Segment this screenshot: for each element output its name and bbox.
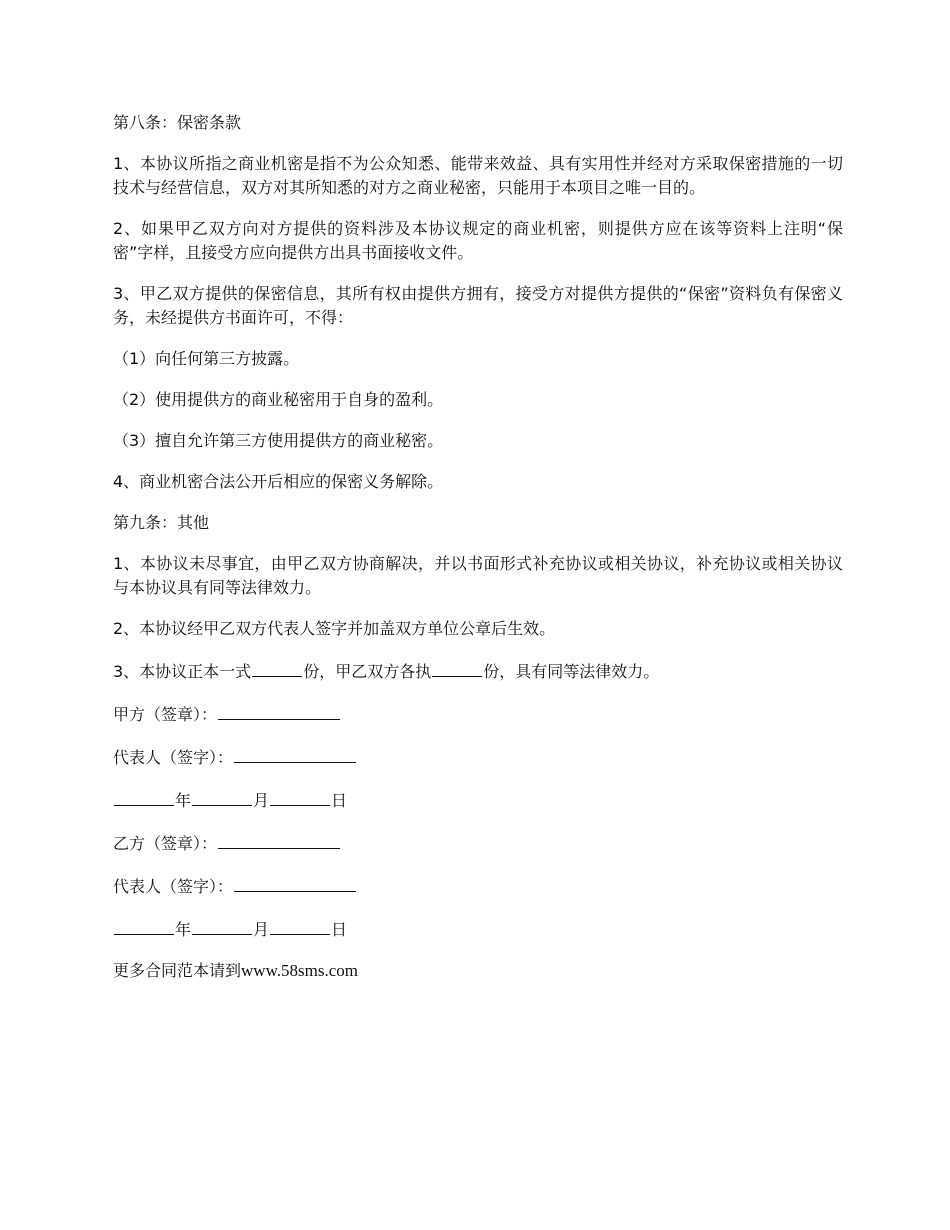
article9-clause1: 1、本协议未尽事宜，由甲乙双方协商解决，并以书面形式补充协议或相关协议，补充协议或相关协议与本协议具有同等法律效力。 [113,554,843,597]
clause3-text-b: 份，甲乙双方各执 [303,662,432,681]
day-b-label: 日 [331,920,348,939]
article8-item3: （3）擅自允许第三方使用提供方的商业秘密。 [113,431,444,450]
footer-url-link[interactable]: www.58sms.com [241,961,358,980]
party-b-signature-line [113,830,843,856]
clause3-text-a: 3、本协议正本一式 [113,662,252,681]
clause3-text-c: 份，具有同等法律效力。 [483,662,660,681]
article9-clause3 [113,658,843,684]
footer-note [113,959,843,983]
article8-clause4: 4、商业机密合法公开后相应的保密义务解除。 [113,472,444,491]
rep-b-label: 代表人（签字）： [113,877,234,896]
article8-clause3: 3、甲乙双方提供的保密信息，其所有权由提供方拥有，接受方对提供方提供的“保密”资料负有保密义务，未经提供方书面许可，不得： [113,284,843,327]
rep-a-label: 代表人（签字）： [113,748,234,767]
party-a-signature-line [113,701,843,727]
contract-body [113,111,843,1000]
copies-each-blank [432,658,482,677]
party-b-blank [218,830,340,849]
article8-clause1: 1、本协议所指之商业机密是指不为公众知悉、能带来效益、具有实用性并经对方采取保密措施的一切技术与经营信息，双方对其所知悉的对方之商业秘密，只能用于本项目之唯一目的。 [113,154,843,197]
rep-a-signature-line [113,744,843,770]
date-a-line [113,787,843,813]
day-a-blank [270,787,330,806]
party-a-label: 甲方（签章）： [113,705,218,724]
party-b-label: 乙方（签章）： [113,834,218,853]
year-a-label: 年 [175,791,192,810]
footer-text: 更多合同范本请到 [113,961,242,980]
day-a-label: 日 [331,791,348,810]
year-b-label: 年 [175,920,192,939]
month-a-label: 月 [253,791,270,810]
article8-title: 第八条：保密条款 [113,113,242,132]
year-b-blank [114,916,174,935]
article9-title: 第九条：其他 [113,513,210,532]
rep-b-signature-line [113,873,843,899]
day-b-blank [270,916,330,935]
article8-clause2: 2、如果甲乙双方向对方提供的资料涉及本协议规定的商业机密，则提供方应在该等资料上注明“保密”字样，且接受方应向提供方出具书面接收文件。 [113,219,843,262]
year-a-blank [114,787,174,806]
date-b-line [113,916,843,942]
month-a-blank [192,787,252,806]
article8-item2: （2）使用提供方的商业秘密用于自身的盈利。 [113,390,444,409]
month-b-label: 月 [253,920,270,939]
rep-a-blank [234,744,356,763]
copies-total-blank [252,658,302,677]
rep-b-blank [234,873,356,892]
month-b-blank [192,916,252,935]
article9-clause2: 2、本协议经甲乙双方代表人签字并加盖双方单位公章后生效。 [113,619,556,638]
article8-item1: （1）向任何第三方披露。 [113,349,300,368]
party-a-blank [218,701,340,720]
